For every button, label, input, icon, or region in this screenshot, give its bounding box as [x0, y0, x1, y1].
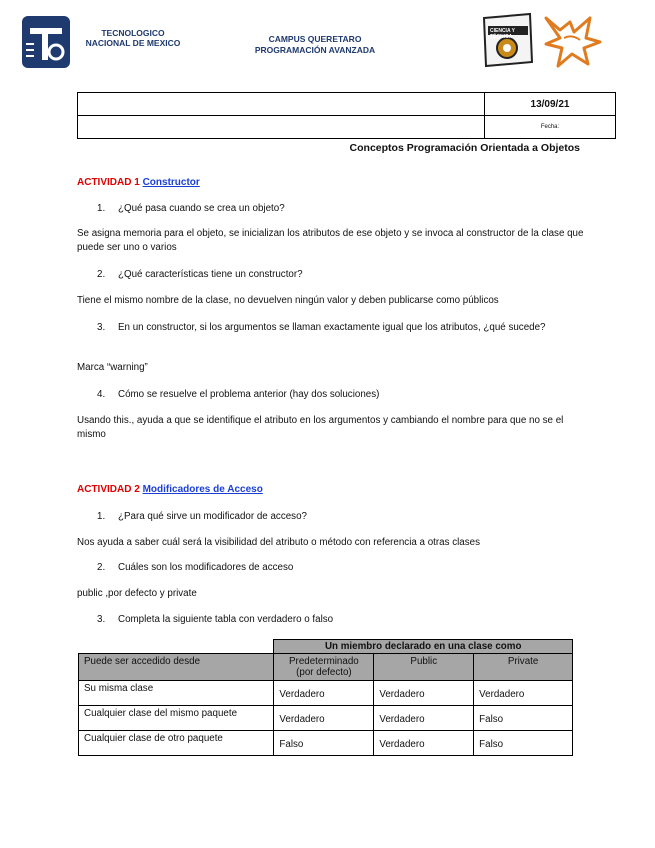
activity2-title-link[interactable]: Modificadores de Acceso — [142, 484, 263, 495]
a2-answer-1: Nos ayuda a saber cuál será la visibilidad del atributo o método con referencia a otras clases — [77, 537, 480, 548]
cell-value: Falso — [474, 731, 573, 756]
a1-question-2 — [97, 268, 567, 282]
row-label: Cualquier clase del mismo paquete — [79, 706, 274, 731]
cell-value: Verdadero — [374, 706, 474, 731]
a1-answer-2: Tiene el mismo nombre de la clase, no devuelven ningún valor y deben publicarse como públicos — [77, 295, 499, 306]
access-modifiers-table — [78, 639, 573, 756]
question-text: Cuáles son los modificadores de acceso — [118, 562, 294, 573]
header-info-table — [77, 92, 616, 139]
table-group-header: Un miembro declarado en una clase como — [274, 640, 573, 654]
course-name: PROGRAMACIÓN AVANZADA — [254, 45, 376, 55]
activity1-title-link[interactable]: Constructor — [142, 177, 200, 188]
question-number: 2. — [97, 562, 106, 573]
institution-line2: NACIONAL DE MEXICO — [85, 38, 181, 48]
cell-value: Verdadero — [374, 731, 474, 756]
a2-question-2 — [97, 561, 567, 575]
question-number: 3. — [97, 322, 106, 333]
cell-value: Falso — [474, 706, 573, 731]
document-title: Conceptos Programación Orientada a Objetos — [349, 142, 580, 154]
tecnm-logo — [20, 14, 72, 70]
a2-question-1 — [97, 510, 567, 524]
a1-question-1 — [97, 202, 567, 216]
cell-value: Verdadero — [374, 681, 474, 706]
activity1-label: ACTIVIDAD 1 — [77, 177, 140, 188]
table-row-header: Puede ser accedido desde — [79, 654, 274, 681]
institution-name — [78, 28, 188, 48]
a2-question-3 — [97, 613, 567, 627]
campus-header — [240, 34, 390, 56]
cell-value: Verdadero — [274, 706, 374, 731]
question-text: ¿Qué pasa cuando se crea un objeto? — [118, 203, 285, 214]
campus-name: CAMPUS QUERETARO — [268, 34, 362, 44]
question-number: 4. — [97, 389, 106, 400]
question-text: ¿Para qué sirve un modificador de acceso? — [118, 511, 307, 522]
question-number: 3. — [97, 614, 106, 625]
column-header-public: Public — [374, 654, 474, 681]
question-number: 1. — [97, 203, 106, 214]
table-row — [79, 731, 573, 756]
cell-value: Verdadero — [474, 681, 573, 706]
date-label: Fecha: — [485, 116, 616, 139]
a1-question-3 — [97, 321, 567, 335]
table-row — [79, 681, 573, 706]
institution-line1: TECNOLOGICO — [101, 28, 165, 38]
column-header-private: Private — [474, 654, 573, 681]
a2-answer-2: public ,por defecto y private — [77, 588, 197, 599]
table-corner — [79, 640, 274, 654]
question-number: 2. — [97, 269, 106, 280]
a1-answer-3: Marca “warning” — [77, 362, 148, 373]
row-label: Cualquier clase de otro paquete — [79, 731, 274, 756]
ciencia-tecnica-seal — [478, 10, 536, 70]
a1-question-4 — [97, 388, 567, 402]
cell-value: Verdadero — [274, 681, 374, 706]
a1-answer-4: Usando this., ayuda a que se identifique el atributo en los argumentos y cambiando el nombre para que no se el mismo — [77, 415, 564, 440]
activity2-heading — [77, 484, 263, 495]
question-text: Completa la siguiente tabla con verdadero o falso — [118, 614, 334, 625]
column-header-default: Predeterminado (por defecto) — [274, 654, 374, 681]
activity2-label: ACTIVIDAD 2 — [77, 484, 140, 495]
question-text: Cómo se resuelve el problema anterior (hay dos soluciones) — [118, 389, 380, 400]
question-text: En un constructor, si los argumentos se llaman exactamente igual que los atributos, ¿qué sucede? — [118, 322, 546, 333]
cell-value: Falso — [274, 731, 374, 756]
fox-mascot-logo — [540, 8, 612, 72]
info-name-cell — [78, 93, 485, 116]
info-blank-cell — [78, 116, 485, 139]
seal-text: CIENCIA Y TÉCNICA — [490, 28, 515, 40]
question-text: ¿Qué características tiene un constructor? — [118, 269, 303, 280]
seal-graphic — [478, 10, 536, 70]
a1-answer-1: Se asigna memoria para el objeto, se inicializan los atributos de ese objeto y se invoca al constructor de la clase que puede ser uno o varios — [77, 228, 584, 253]
question-number: 1. — [97, 511, 106, 522]
activity1-heading — [77, 177, 200, 188]
date-value: 13/09/21 — [485, 93, 616, 116]
row-label: Su misma clase — [79, 681, 274, 706]
table-row — [79, 706, 573, 731]
